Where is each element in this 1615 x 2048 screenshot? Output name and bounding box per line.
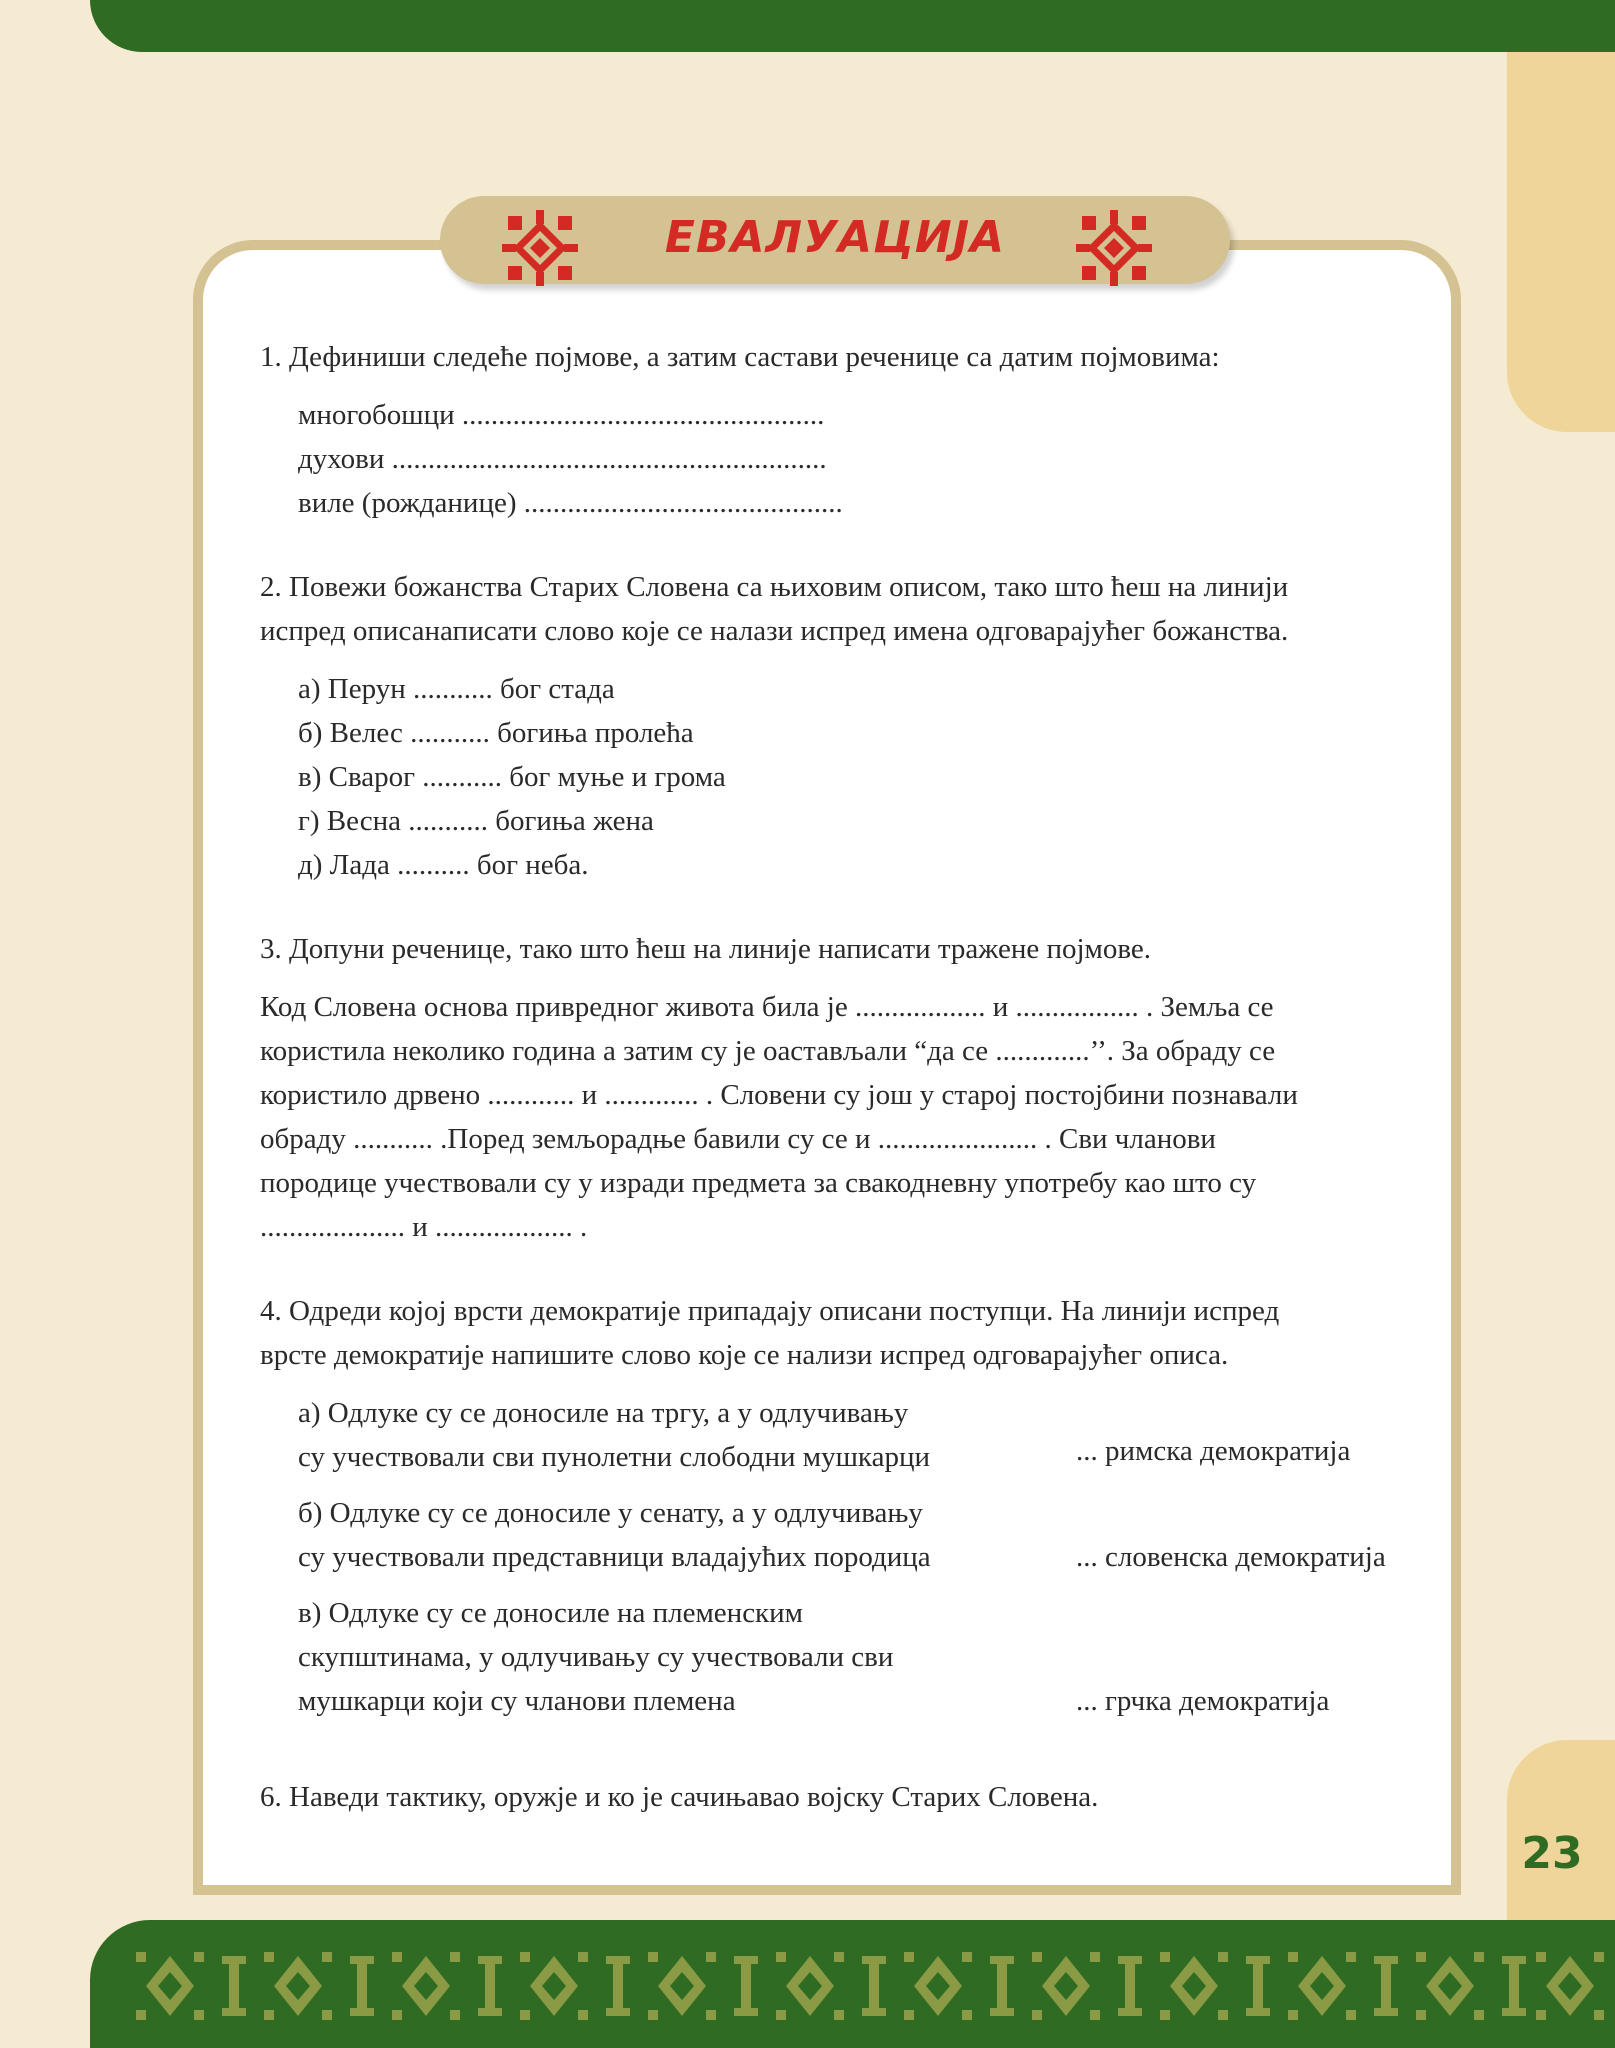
q3-line: породице учествовали су у изради предмета за свакодневну употребу као што су: [260, 1167, 1257, 1199]
q4-option: [260, 1591, 1430, 1723]
q4-option: [260, 1491, 1430, 1579]
q4-option-text: скупштинама, у одлучивању су учествовали сви: [298, 1641, 894, 1673]
q4-option-text: а) Одлуке су се доносиле на тргу, а у одлучивању: [298, 1397, 909, 1429]
q2-item: д) Лада .......... бог неба.: [298, 849, 589, 881]
q2-item: б) Велес ........... богиња пролећа: [298, 717, 694, 749]
evaluation-content: [260, 335, 1430, 1819]
q4-option-text: су учествовали представници владајућих породица: [298, 1541, 931, 1573]
q4-option: [260, 1391, 1430, 1479]
page-number: 23: [1521, 1828, 1583, 1879]
q3-line: .................... и ................... .: [260, 1211, 588, 1243]
q1-item: многобошци ..................................................: [298, 399, 825, 431]
question-2-cont: испред описанаписати слово које се налази испред имена одговарајућег божанства.: [260, 615, 1289, 647]
question-2: 2. Повежи божанства Старих Словена са њиховим описом, тако што ћеш на линији: [260, 571, 1289, 603]
question-1: 1. Дефиниши следеће појмове, а затим састави реченице са датим појмовима:: [260, 341, 1220, 373]
q3-line: обраду ........... .Поред земљорадње бавили су се и ...................... . Сви чланови: [260, 1123, 1216, 1155]
q2-item: в) Сварог ........... бог муње и грома: [298, 761, 726, 793]
folk-ornament-icon: [1074, 208, 1154, 288]
q4-match: ... словенска демократија: [1076, 1541, 1386, 1573]
q2-item: а) Перун ........... бог стада: [298, 673, 615, 705]
folk-ornament-border: [130, 1946, 1610, 2026]
q4-option-text: мушкарци који су чланови племена: [298, 1685, 736, 1717]
q2-item: г) Весна ........... богиња жена: [298, 805, 654, 837]
q4-match: ... римска демократија: [1076, 1435, 1351, 1467]
question-3: 3. Допуни реченице, тако што ћеш на линије написати тражене појмове.: [260, 933, 1152, 965]
top-band: [90, 0, 1615, 52]
page-title: ЕВАЛУАЦИЈА: [664, 212, 1006, 263]
bottom-band: [90, 1920, 1615, 2048]
q3-line: користило дрвено ............ и ............. . Словени су још у старој постојбини познавали: [260, 1079, 1298, 1111]
question-4-cont: врсте демократије напишите слово које се нализи испред одговарајућег описа.: [260, 1339, 1229, 1371]
q1-item: виле (рожданице) ............................................: [298, 487, 843, 519]
q3-line: користила неколико година а затим су је оастављали “да се .............’’. За обраду се: [260, 1035, 1276, 1067]
q1-item: духови ............................................................: [298, 443, 827, 475]
q3-line: Код Словена основа привредног живота била је .................. и ................. . Земља се: [260, 991, 1274, 1023]
question-6: 6. Наведи тактику, оружје и ко је сачињавао војску Старих Словена.: [260, 1781, 1099, 1813]
title-banner: [440, 196, 1230, 284]
q4-match: ... грчка демократија: [1076, 1685, 1330, 1717]
q4-option-text: су учествовали сви пунолетни слободни мушкарци: [298, 1441, 930, 1473]
q4-option-text: в) Одлуке су се доносиле на племенским: [298, 1597, 804, 1629]
side-tab-top: [1507, 52, 1615, 432]
q4-option-text: б) Одлуке су се доносиле у сенату, а у одлучивању: [298, 1497, 923, 1529]
question-4: 4. Одреди којој врсти демократије припадају описани поступци. На линији испред: [260, 1295, 1280, 1327]
